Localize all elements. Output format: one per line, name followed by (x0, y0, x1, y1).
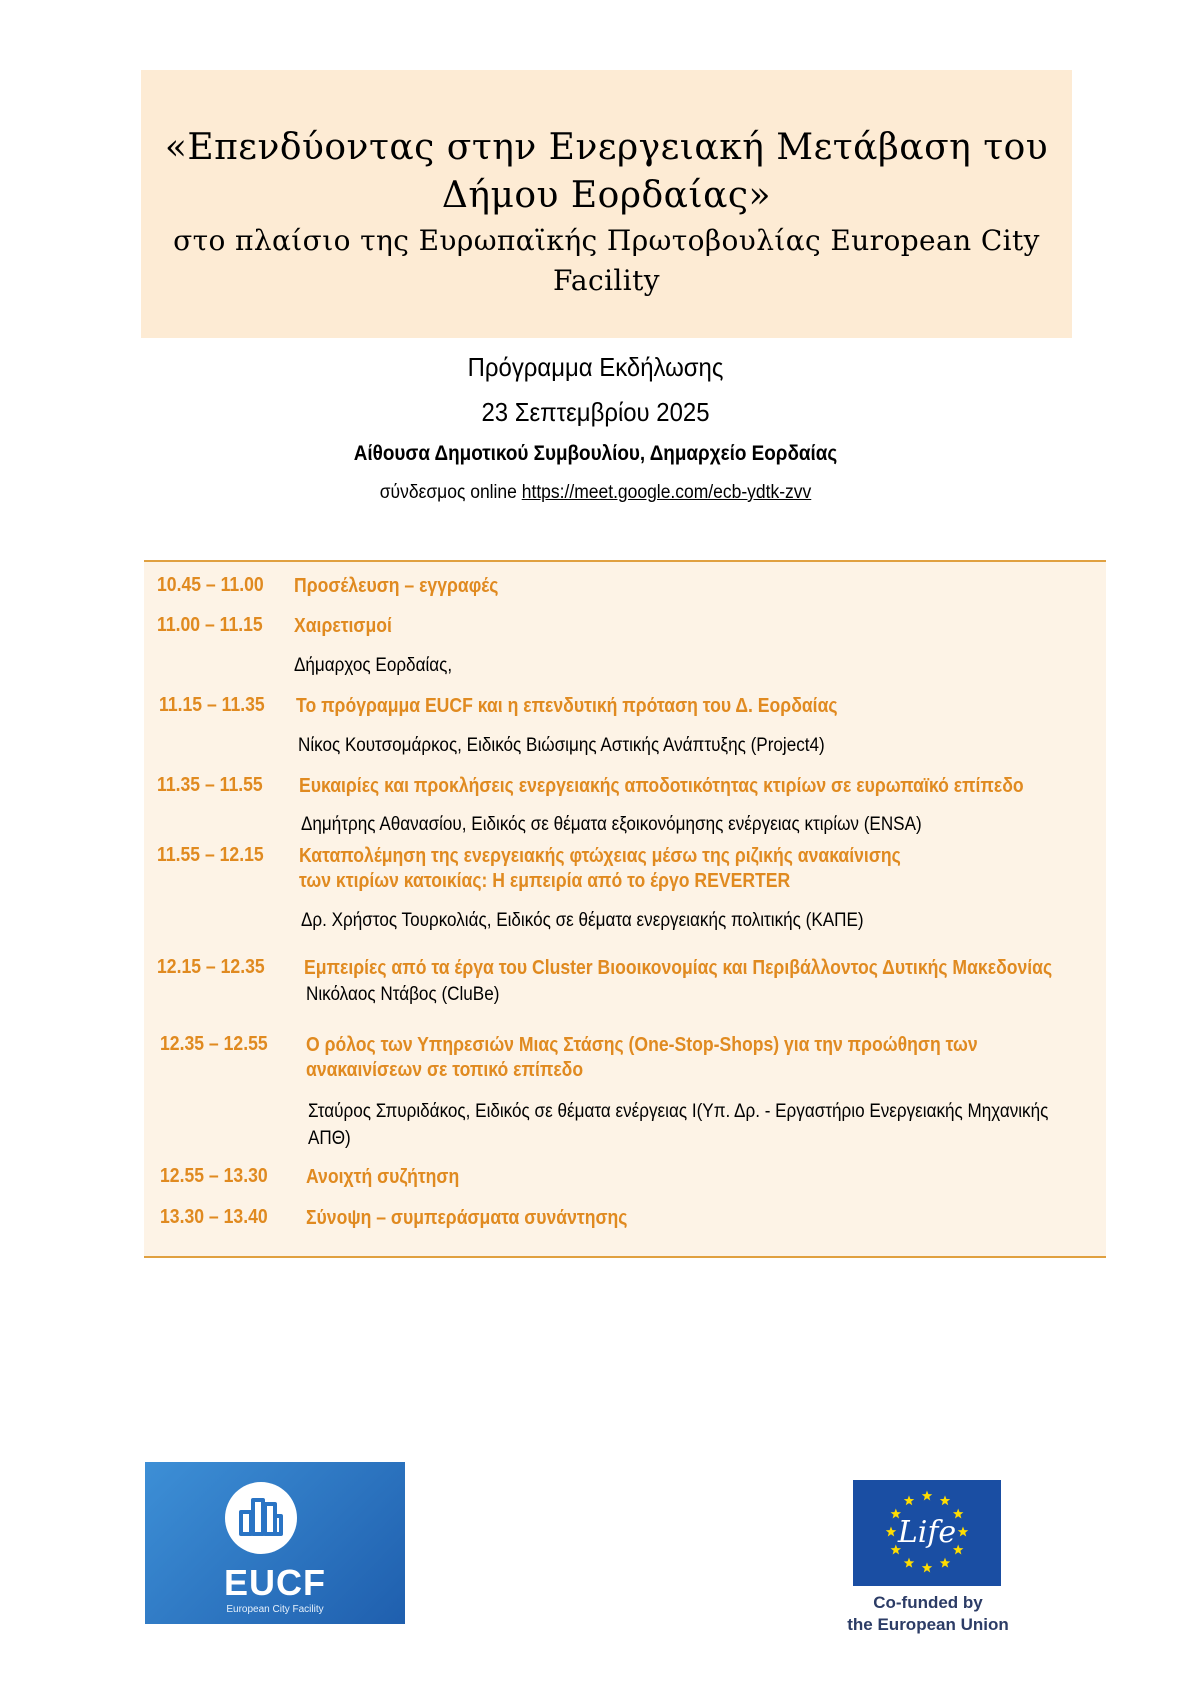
agenda-topic: Εμπειρίες από τα έργα του Cluster Βιοοικονομίας και Περιβάλλοντος Δυτικής Μακεδονίας (304, 957, 1053, 979)
agenda-topic: των κτιρίων κατοικίας: Η εμπειρία από το έργο REVERTER (299, 870, 791, 892)
eu-star-icon (922, 1563, 932, 1573)
agenda-time: 10.45 – 11.00 (157, 574, 264, 596)
eucf-building-icon (225, 1482, 297, 1554)
agenda-table (144, 560, 1106, 1258)
program-venue: Αίθουσα Δημοτικού Συμβουλίου, Δημαρχείο Εορδαίας (353, 442, 838, 465)
eucf-logo (145, 1462, 405, 1624)
agenda-topic: Ο ρόλος των Υπηρεσιών Μιας Στάσης (One-Stop-Shops) για την προώθηση των (306, 1034, 978, 1056)
agenda-topic: Καταπολέμηση της ενεργειακής φτώχειας μέσω της ριζικής ανακαίνισης (299, 845, 901, 867)
eu-star-icon (922, 1491, 932, 1501)
agenda-topic: Σύνοψη – συμπεράσματα συνάντησης (306, 1207, 628, 1229)
eu-cofunded-caption (820, 1592, 1036, 1636)
agenda-speaker: Δρ. Χρήστος Τουρκολιάς, Ειδικός σε θέματα ενεργειακής πολιτικής (ΚΑΠΕ) (301, 910, 864, 931)
agenda-time: 11.15 – 11.35 (159, 694, 265, 716)
agenda-topic: Ευκαιρίες και προκλήσεις ενεργειακής αποδοτικότητας κτιρίων σε ευρωπαϊκό επίπεδο (299, 775, 1024, 797)
online-meeting-link[interactable]: https://meet.google.com/ecb-ydtk-zvv (521, 482, 812, 503)
agenda-time: 11.00 – 11.15 (157, 614, 263, 636)
eu-caption-line-1: Co-funded by (873, 1593, 983, 1612)
agenda-time: 12.15 – 12.35 (157, 956, 265, 978)
title-box (141, 70, 1072, 338)
agenda-topic: Χαιρετισμοί (294, 615, 392, 637)
eu-emblem-text: Life (897, 1515, 957, 1550)
event-title-line-1: «Επενδύοντας στην Ενεργειακή Μετάβαση του (164, 127, 1049, 168)
event-title-line-2: Δήμου Εορδαίας» (441, 175, 772, 216)
agenda-time: 13.30 – 13.40 (160, 1206, 268, 1228)
eu-life-emblem (853, 1480, 1001, 1586)
eu-star-icon (904, 1558, 914, 1568)
eu-caption-line-2: the European Union (847, 1615, 1009, 1634)
agenda-speaker: Νίκος Κουτσομάρκος, Ειδικός Βιώσιμης Αστικής Ανάπτυξης (Project4) (298, 735, 825, 756)
event-subtitle-line-2: Facility (552, 264, 661, 297)
agenda-topic: ανακαινίσεων σε τοπικό επίπεδο (306, 1059, 584, 1081)
agenda-time: 12.35 – 12.55 (160, 1033, 268, 1055)
program-date: 23 Σεπτεμβρίου 2025 (481, 397, 710, 427)
agenda-time: 11.35 – 11.55 (157, 774, 263, 796)
eu-star-icon (940, 1558, 950, 1568)
online-link-line (48, 482, 1144, 504)
agenda-topic: Ανοιχτή συζήτηση (306, 1166, 460, 1188)
eu-star-icon (958, 1527, 968, 1537)
eu-star-icon (904, 1495, 914, 1505)
program-title: Πρόγραμμα Εκδήλωσης (467, 352, 724, 382)
eu-star-icon (940, 1495, 950, 1505)
agenda-speaker: Δήμαρχος Εορδαίας, (294, 655, 453, 676)
eucf-name: EUCF (224, 1562, 326, 1603)
agenda-speaker: ΑΠΘ) (308, 1128, 351, 1149)
agenda-time: 12.55 – 13.30 (160, 1165, 268, 1187)
agenda-speaker: Σταύρος Σπυριδάκος, Ειδικός σε θέματα ενέργειας Ι(Υπ. Δρ. - Εργαστήριο Ενεργειακής Μηχανικής (308, 1101, 1049, 1122)
agenda-time: 11.55 – 12.15 (157, 844, 264, 866)
online-link-label: σύνδεσμος online (379, 482, 517, 503)
event-subtitle-line-1: στο πλαίσιο της Ευρωπαϊκής Πρωτοβουλίας European City (173, 224, 1040, 257)
agenda-topic: Προσέλευση – εγγραφές (294, 575, 499, 597)
agenda-topic: Το πρόγραμμα EUCF και η επενδυτική πρόταση του Δ. Εορδαίας (296, 695, 838, 717)
agenda-speaker: Δημήτρης Αθανασίου, Ειδικός σε θέματα εξοικονόμησης ενέργειας κτιρίων (ENSA) (301, 814, 922, 835)
agenda-speaker: Νικόλαος Ντάβος (CluBe) (306, 984, 500, 1005)
eu-star-icon (886, 1527, 896, 1537)
eucf-subtitle: European City Facility (226, 1604, 324, 1615)
